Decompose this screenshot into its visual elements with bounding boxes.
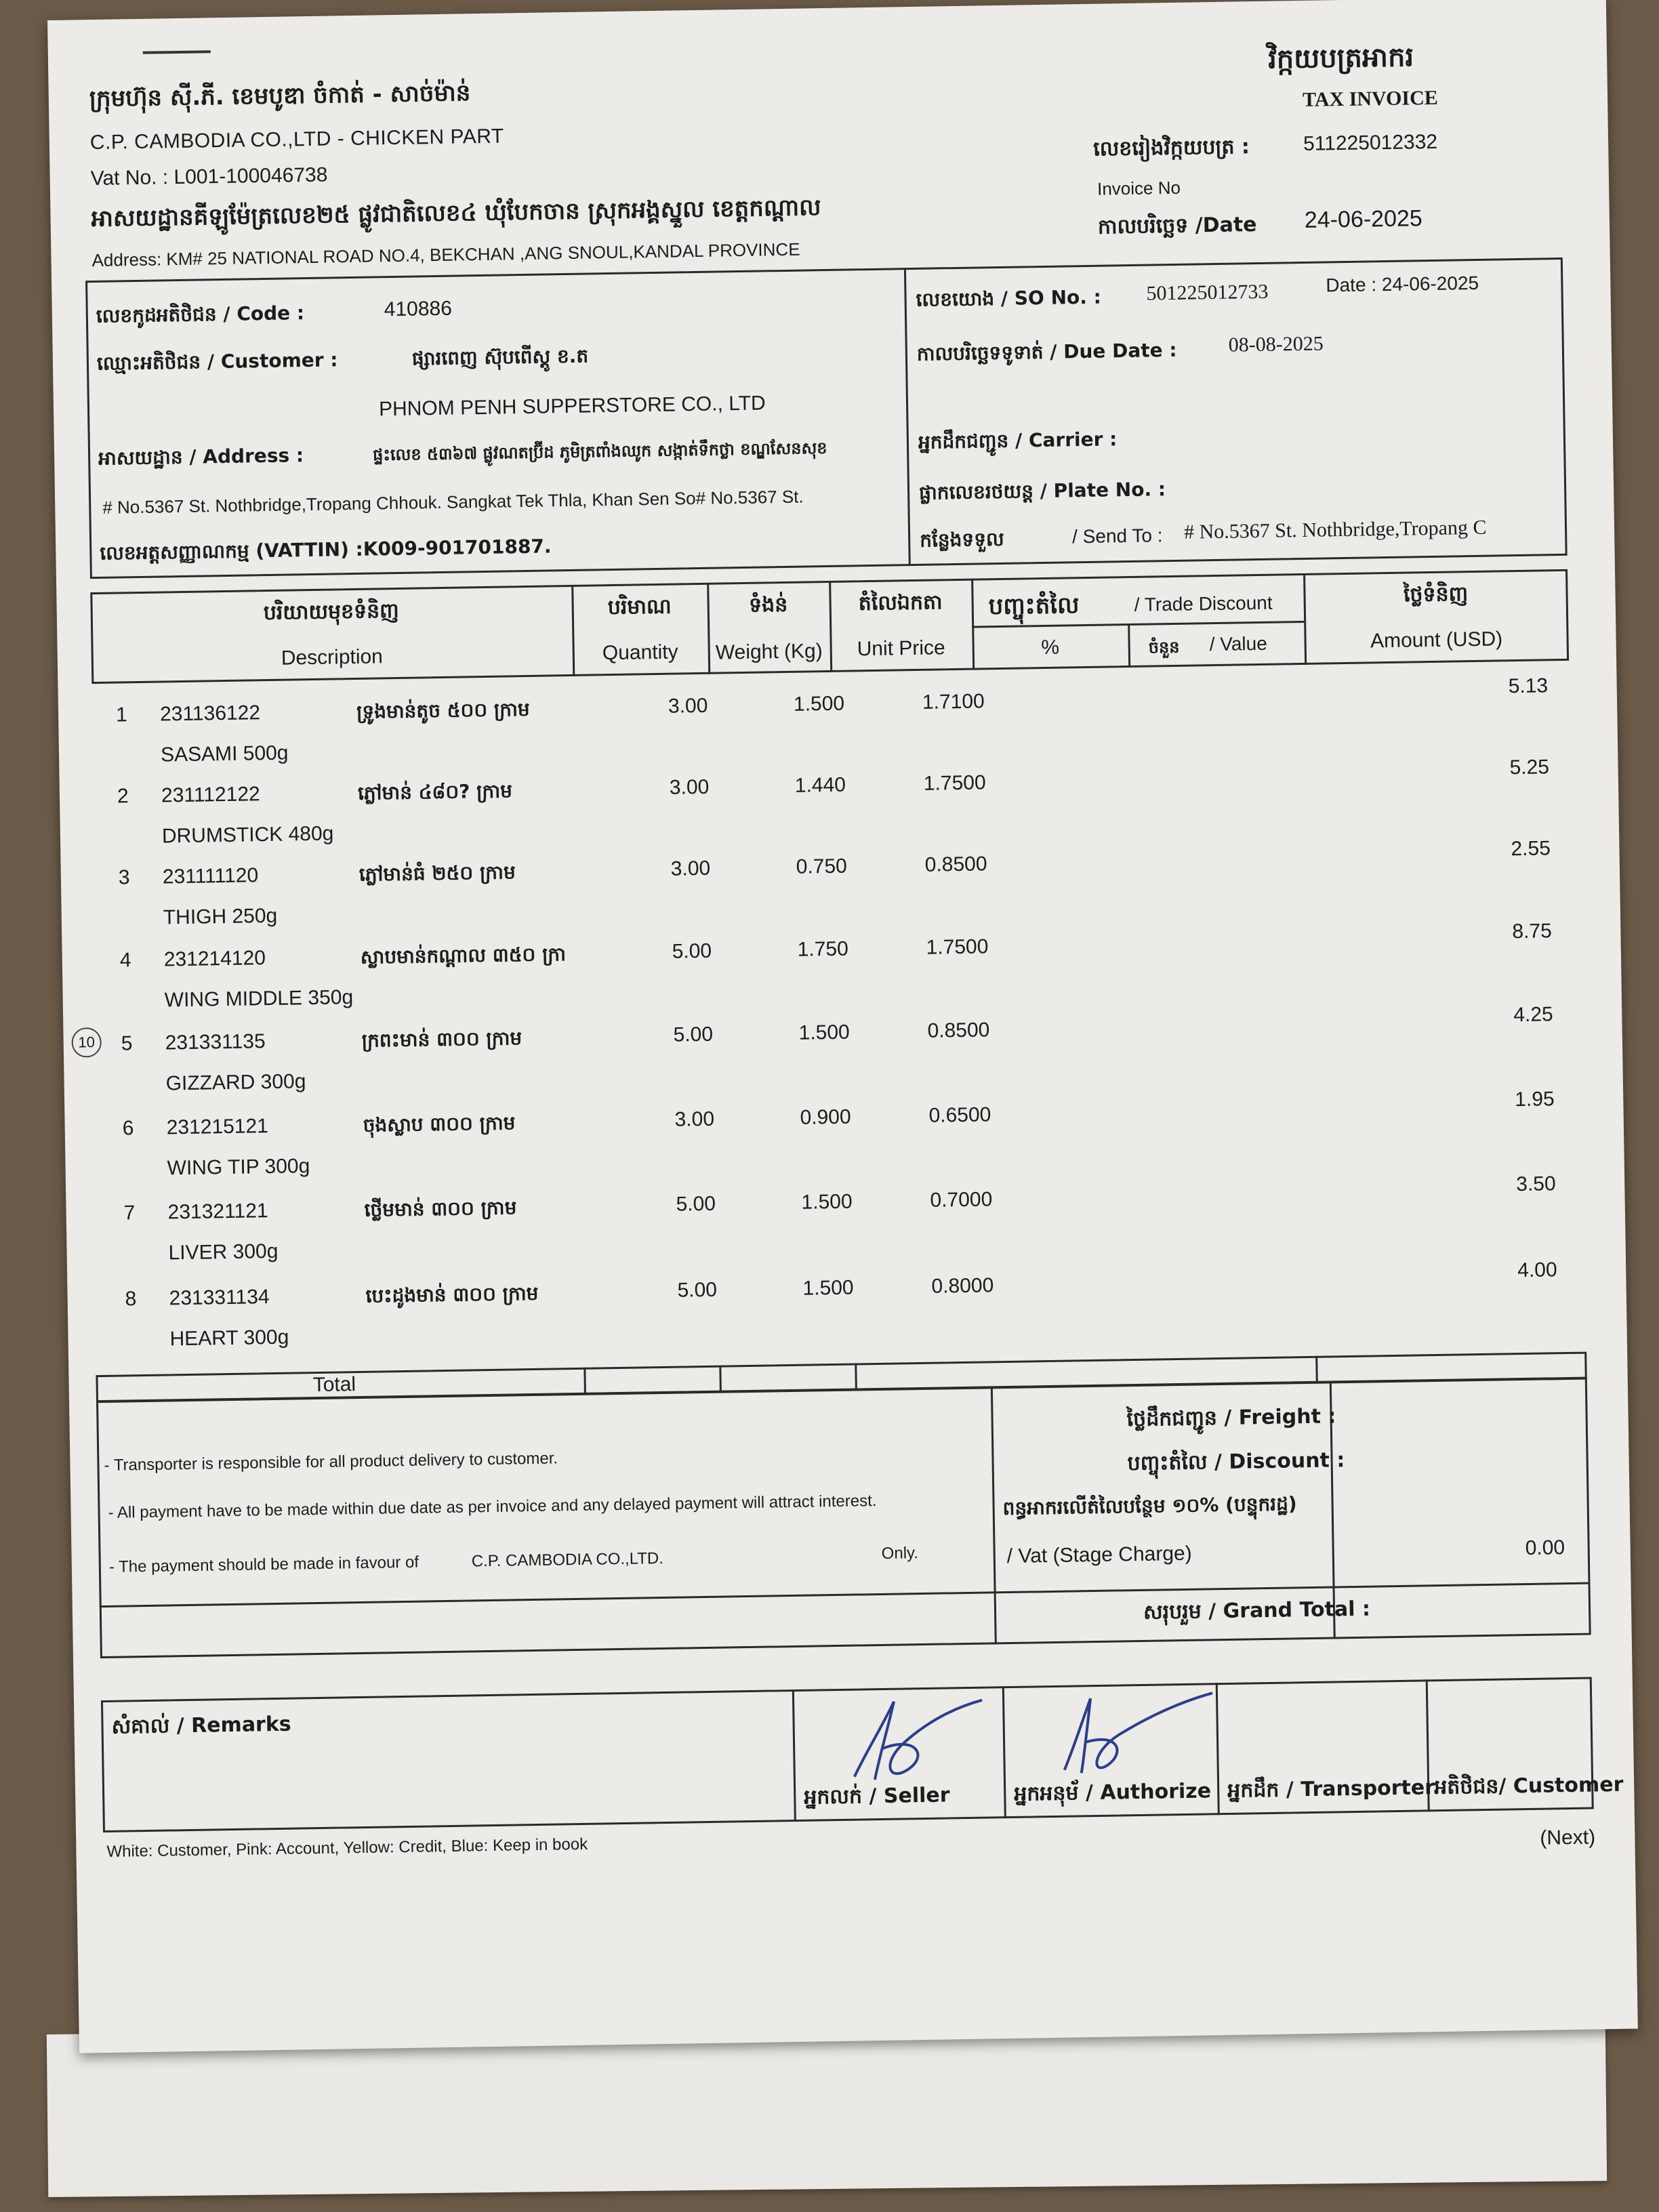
item-qty: 5.00 [677, 1278, 718, 1302]
item-weight: 1.500 [793, 692, 845, 716]
item-name-kh: ចុងស្លាប ៣០០ ក្រាម [363, 1111, 516, 1136]
grand-total-label: សរុបរួម / Grand Total : [1143, 1597, 1371, 1624]
authorize-signature [1043, 1683, 1221, 1787]
invoice-date-value: 24-06-2025 [1304, 205, 1423, 233]
remarks-label: សំគាល់ / Remarks [111, 1712, 291, 1739]
company-address-kh: អាសយដ្ឋានគីឡូម៉ែត្រលេខ២៥ ផ្លូវជាតិលេខ៤ ឃុំបែកចាន ស្រុកអង្គស្នួល ខេត្តកណ្តាល [91, 194, 821, 233]
item-name-en: SASAMI 500g [160, 741, 289, 766]
plate-label: ផ្លាកលេខរថយន្ត / Plate No. : [918, 478, 1166, 504]
item-name-en: WING TIP 300g [167, 1155, 310, 1180]
seller-label: អ្នកលក់ / Seller [804, 1783, 950, 1809]
next-page-indicator: (Next) [1540, 1826, 1596, 1849]
total-divider [583, 1368, 586, 1395]
item-name-en: THIGH 250g [163, 904, 278, 929]
item-name-kh: ក្រពះមាន់ ៣០០ ក្រាម [361, 1027, 523, 1052]
note-payment-favour: - The payment should be made in favour of [108, 1553, 419, 1576]
item-name-en: GIZZARD 300g [165, 1070, 306, 1095]
customer-code-label: លេខកូដអតិថិជន / Code : [96, 302, 305, 327]
item-weight: 1.440 [794, 773, 846, 797]
col-weight: Weight (Kg) [715, 640, 823, 664]
customer-vattin: លេខអត្តសញ្ញាណកម្ម (VATTIN) :K009-901701887. [100, 535, 552, 565]
customer-name-kh: ផ្សារពេញ ស៊ុបពើស្តូ ខ.ត [411, 344, 589, 370]
vat-value: 0.00 [1525, 1536, 1565, 1560]
customer-name-en: PHNOM PENH SUPPERSTORE CO., LTD [378, 392, 766, 421]
invoice-no-label: លេខរៀងវិក្កយបត្រ : [1092, 135, 1250, 161]
customer-code-value: 410886 [384, 297, 453, 321]
item-amount: 5.13 [1508, 674, 1549, 698]
col-amount-kh: ថ្លៃទំនិញ [1403, 582, 1469, 607]
customer-address-en: # No.5367 St. Nothbridge,Tropang Chhouk. Sangkat Tek Thla, Khan Sen So# No.5367 St. [102, 486, 804, 518]
col-amount: Amount (USD) [1370, 628, 1503, 653]
note-transporter: - Transporter is responsible for all product delivery to customer. [104, 1449, 558, 1475]
item-amount: 5.25 [1509, 756, 1550, 779]
col-unit-price: Unit Price [857, 636, 945, 661]
note-payment-only: Only. [881, 1544, 919, 1563]
customer-address-label: អាសយដ្ឋាន / Address : [98, 444, 304, 470]
item-code: 231112122 [161, 783, 260, 807]
item-qty: 3.00 [670, 857, 711, 880]
col-quantity: Quantity [602, 640, 678, 665]
item-no: 3 [118, 866, 130, 889]
col-unit-price-kh: តំលៃឯកតា [858, 590, 943, 616]
col-discount-kh: បញ្ចុះតំលៃ [988, 592, 1080, 621]
customer-name-label: ឈ្មោះអតិថិជន / Customer : [96, 348, 338, 375]
item-weight: 0.900 [800, 1105, 851, 1129]
note-payment-company: C.P. CAMBODIA CO.,LTD. [471, 1549, 664, 1571]
item-no: 4 [119, 949, 131, 972]
invoice-no-label-en: Invoice No [1097, 177, 1181, 199]
item-qty: 3.00 [668, 694, 708, 718]
so-label: លេខយោង / SO No. : [916, 285, 1102, 311]
item-weight: 1.500 [801, 1190, 853, 1214]
col-percent: % [1041, 636, 1060, 659]
send-to-value: # No.5367 St. Nothbridge,Tropang C [1183, 516, 1487, 544]
note-payment-due: - All payment have to be made within due date as per invoice and any delayed payment will attract interest. [108, 1492, 877, 1522]
item-unit-price: 0.6500 [928, 1103, 991, 1127]
item-weight: 0.750 [796, 855, 848, 878]
total-divider [855, 1363, 857, 1390]
col-value: / Value [1209, 632, 1267, 655]
copy-distribution: White: Customer, Pink: Account, Yellow: Credit, Blue: Keep in book [106, 1835, 588, 1861]
item-no: 5 [121, 1032, 133, 1055]
item-name-kh: ទ្រូងមាន់តូច ៥០០ ក្រាម [356, 697, 530, 723]
so-value: 501225012733 [1146, 280, 1269, 305]
seller-signature [840, 1686, 990, 1790]
item-code: 231331135 [165, 1030, 266, 1054]
col-weight-kh: ទំងន់ [748, 592, 788, 617]
col-description-kh: បរិយាយមុខទំនិញ [263, 598, 399, 626]
vat-number: Vat No. : L001-100046738 [90, 163, 328, 190]
item-weight: 1.500 [802, 1276, 854, 1300]
item-amount: 1.95 [1515, 1088, 1555, 1111]
item-unit-price: 0.8500 [927, 1019, 990, 1042]
item-unit-price: 1.7100 [922, 690, 985, 714]
header-mark [143, 50, 211, 54]
item-weight: 1.500 [798, 1021, 850, 1044]
vat-label-en: / Vat (Stage Charge) [1006, 1542, 1192, 1568]
send-to-label: / Send To : [1071, 525, 1163, 548]
item-code: 231321121 [167, 1200, 268, 1224]
item-amount: 3.50 [1515, 1172, 1556, 1196]
carrier-label: អ្នកដឹកជញ្ជូន / Carrier : [918, 428, 1118, 453]
item-qty: 5.00 [676, 1192, 716, 1216]
col-value-kh: ចំនួន [1148, 637, 1180, 657]
invoice-page [47, 0, 1638, 2053]
company-name-en: C.P. CAMBODIA CO.,LTD - CHICKEN PART [89, 125, 504, 155]
margin-note-circle: 10 [71, 1027, 102, 1058]
item-no: 1 [115, 703, 128, 726]
item-no: 6 [122, 1117, 134, 1140]
due-date-value: 08-08-2025 [1228, 332, 1324, 356]
item-name-kh: ភ្លៅមាន់ ៤៨០? ក្រាម [357, 779, 513, 804]
item-amount: 4.00 [1517, 1258, 1557, 1282]
invoice-title-en: TAX INVOICE [1302, 86, 1439, 111]
item-code: 231331134 [169, 1286, 270, 1310]
transporter-label: អ្នកដឹក / Transporter [1227, 1776, 1435, 1803]
item-no: 2 [117, 785, 129, 808]
item-name-en: WING MIDDLE 350g [164, 986, 354, 1012]
item-qty: 3.00 [669, 775, 710, 799]
due-date-label: កាលបរិច្ឆេទទូទាត់ / Due Date : [916, 338, 1177, 365]
item-name-kh: ភ្លៅមាន់ធំ ២៥០ ក្រាម [359, 861, 516, 886]
item-code: 231111120 [162, 864, 259, 888]
vat-label-kh: ពន្ធអាករលើតំលៃបន្ថែម ១០% (បន្ទុករដ្ឋ) [1002, 1492, 1297, 1520]
col-quantity-kh: បរិមាណ [607, 594, 672, 620]
customer-label: អតិថិជន/ Customer [1433, 1772, 1624, 1800]
item-unit-price: 1.7500 [926, 935, 989, 959]
invoice-no-value: 511225012332 [1303, 130, 1438, 155]
company-address-en: Address: KM# 25 NATIONAL ROAD NO.4, BEKCHAN ,ANG SNOUL,KANDAL PROVINCE [91, 239, 800, 271]
total-label: Total [312, 1373, 356, 1397]
item-name-en: DRUMSTICK 480g [161, 822, 334, 848]
customer-address-kh: ផ្ទះលេខ ៥៣៦៧ ផ្លូវណតប្រ៊ីដ ភូមិត្រពាំងឈូក សង្កាត់ទឹកថ្លា ខណ្ឌសែនសុខ [372, 438, 827, 465]
item-amount: 8.75 [1512, 920, 1553, 943]
col-description: Description [281, 645, 384, 670]
item-code: 231214120 [163, 947, 266, 971]
item-name-kh: ស្លាបមាន់កណ្តាល ៣៥០ ក្រា [360, 943, 567, 968]
item-unit-price: 0.8000 [931, 1274, 994, 1298]
item-qty: 5.00 [673, 1023, 714, 1046]
total-divider [719, 1366, 722, 1393]
item-weight: 1.750 [797, 937, 849, 961]
company-name-kh: ក្រុមហ៊ុន ស៊ី.ភី. ខេមបូឌា ចំកាត់ - សាច់ម៉ាន់ [89, 79, 471, 113]
item-amount: 2.55 [1511, 837, 1551, 861]
invoice-date-label: កាលបរិច្ឆេទ /Date [1097, 213, 1257, 239]
item-qty: 5.00 [672, 939, 712, 963]
total-divider [1315, 1356, 1318, 1383]
col-discount: / Trade Discount [1134, 592, 1273, 615]
item-name-en: HEART 300g [169, 1326, 289, 1351]
freight-label: ថ្លៃដឹកជញ្ជូន / Freight : [1126, 1404, 1336, 1432]
item-code: 231136122 [159, 701, 261, 726]
item-no: 7 [123, 1202, 136, 1225]
invoice-title-kh: វិក្កយបត្រអាករ [1267, 41, 1414, 75]
item-unit-price: 0.8500 [924, 853, 987, 876]
authorize-label: អ្នកអនុម័ / Authorize [1014, 1779, 1212, 1806]
discount-label: បញ្ចុះតំលៃ / Discount : [1127, 1448, 1345, 1476]
item-name-en: LIVER 300g [168, 1240, 279, 1265]
item-code: 231215121 [166, 1115, 269, 1139]
item-unit-price: 1.7500 [923, 771, 986, 795]
item-name-kh: ថ្លើមមាន់ ៣០០ ក្រាម [364, 1196, 517, 1221]
item-no: 8 [125, 1288, 137, 1311]
item-amount: 4.25 [1513, 1003, 1553, 1027]
send-to-label-kh: កន្លែងទទួល [919, 527, 1004, 552]
so-date: Date : 24-06-2025 [1326, 272, 1479, 296]
item-qty: 3.00 [674, 1107, 715, 1131]
item-name-kh: បេះដូងមាន់ ៣០០ ក្រាម [365, 1282, 539, 1307]
item-unit-price: 0.7000 [930, 1188, 993, 1212]
